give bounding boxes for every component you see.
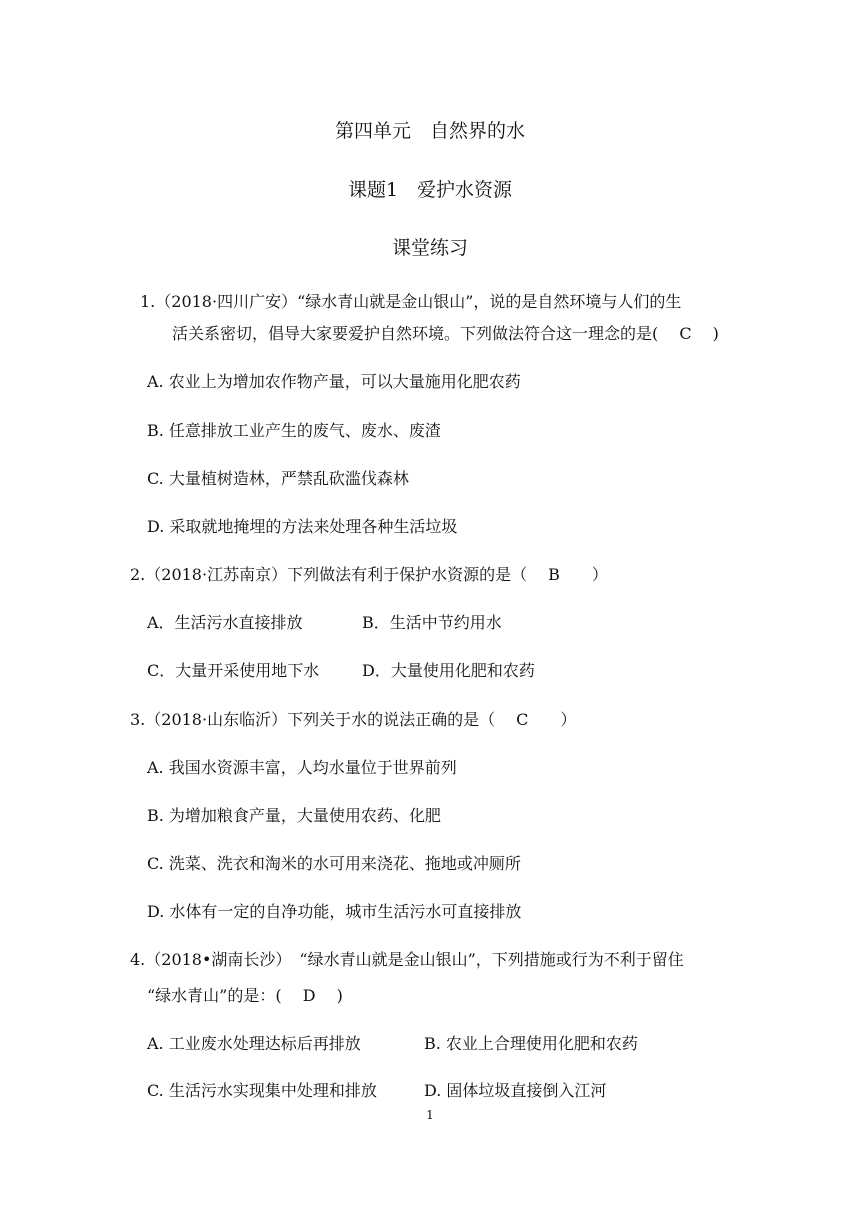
question-2-option-b: B．生活中节约用水 <box>362 613 502 632</box>
question-3-option-c: C. 洗菜、洗衣和淘米的水可用来浇花、拖地或冲厕所 <box>147 854 521 873</box>
question-4-option-a: A. 工业废水处理达标后再排放 <box>147 1034 361 1053</box>
page-number: 1 <box>426 1108 434 1122</box>
question-4-option-d: D. 固体垃圾直接倒入江河 <box>424 1081 607 1100</box>
question-3-stem: 3.（2018·山东临沂）下列关于水的说法正确的是（ C ） <box>130 710 577 729</box>
question-2-option-c: C．大量开采使用地下水 <box>147 661 320 680</box>
question-2-stem: 2.（2018·江苏南京）下列做法有利于保护水资源的是（ B ） <box>130 565 608 584</box>
question-3-option-b: B. 为增加粮食产量，大量使用农药、化肥 <box>147 806 441 825</box>
question-1-option-c: C. 大量植树造林，严禁乱砍滥伐森林 <box>147 469 409 488</box>
question-4-stem-line-2: “绿水青山”的是：( D ) <box>147 986 343 1005</box>
question-2-option-d: D．大量使用化肥和农药 <box>362 661 535 680</box>
section-title: 课堂练习 <box>391 237 468 259</box>
question-3-option-a: A. 我国水资源丰富，人均水量位于世界前列 <box>147 758 457 777</box>
question-2-option-a: A．生活污水直接排放 <box>147 613 303 632</box>
question-4-option-b: B. 农业上合理使用化肥和农药 <box>424 1034 638 1053</box>
question-4-option-c: C. 生活污水实现集中处理和排放 <box>147 1081 377 1100</box>
question-1-option-d: D. 采取就地掩埋的方法来处理各种生活垃圾 <box>147 517 458 536</box>
question-1-stem-line-2: 活关系密切，倡导大家要爱护自然环境。下列做法符合这一理念的是( C ) <box>172 324 719 343</box>
question-1-stem-line-1: 1.（2018·四川广安）“绿水青山就是金山银山”，说的是自然环境与人们的生 <box>140 292 682 311</box>
unit-title: 第四单元 自然界的水 <box>334 120 525 142</box>
lesson-title: 课题1 爱护水资源 <box>347 179 513 201</box>
question-1-option-a: A. 农业上为增加农作物产量，可以大量施用化肥农药 <box>147 372 521 391</box>
question-3-option-d: D. 水体有一定的自净功能，城市生活污水可直接排放 <box>147 902 522 921</box>
question-1-option-b: B. 任意排放工业产生的废气、废水、废渣 <box>147 421 441 440</box>
question-4-stem-line-1: 4.（2018•湖南长沙） “绿水青山就是金山银山”，下列措施或行为不利于留住 <box>130 950 684 969</box>
